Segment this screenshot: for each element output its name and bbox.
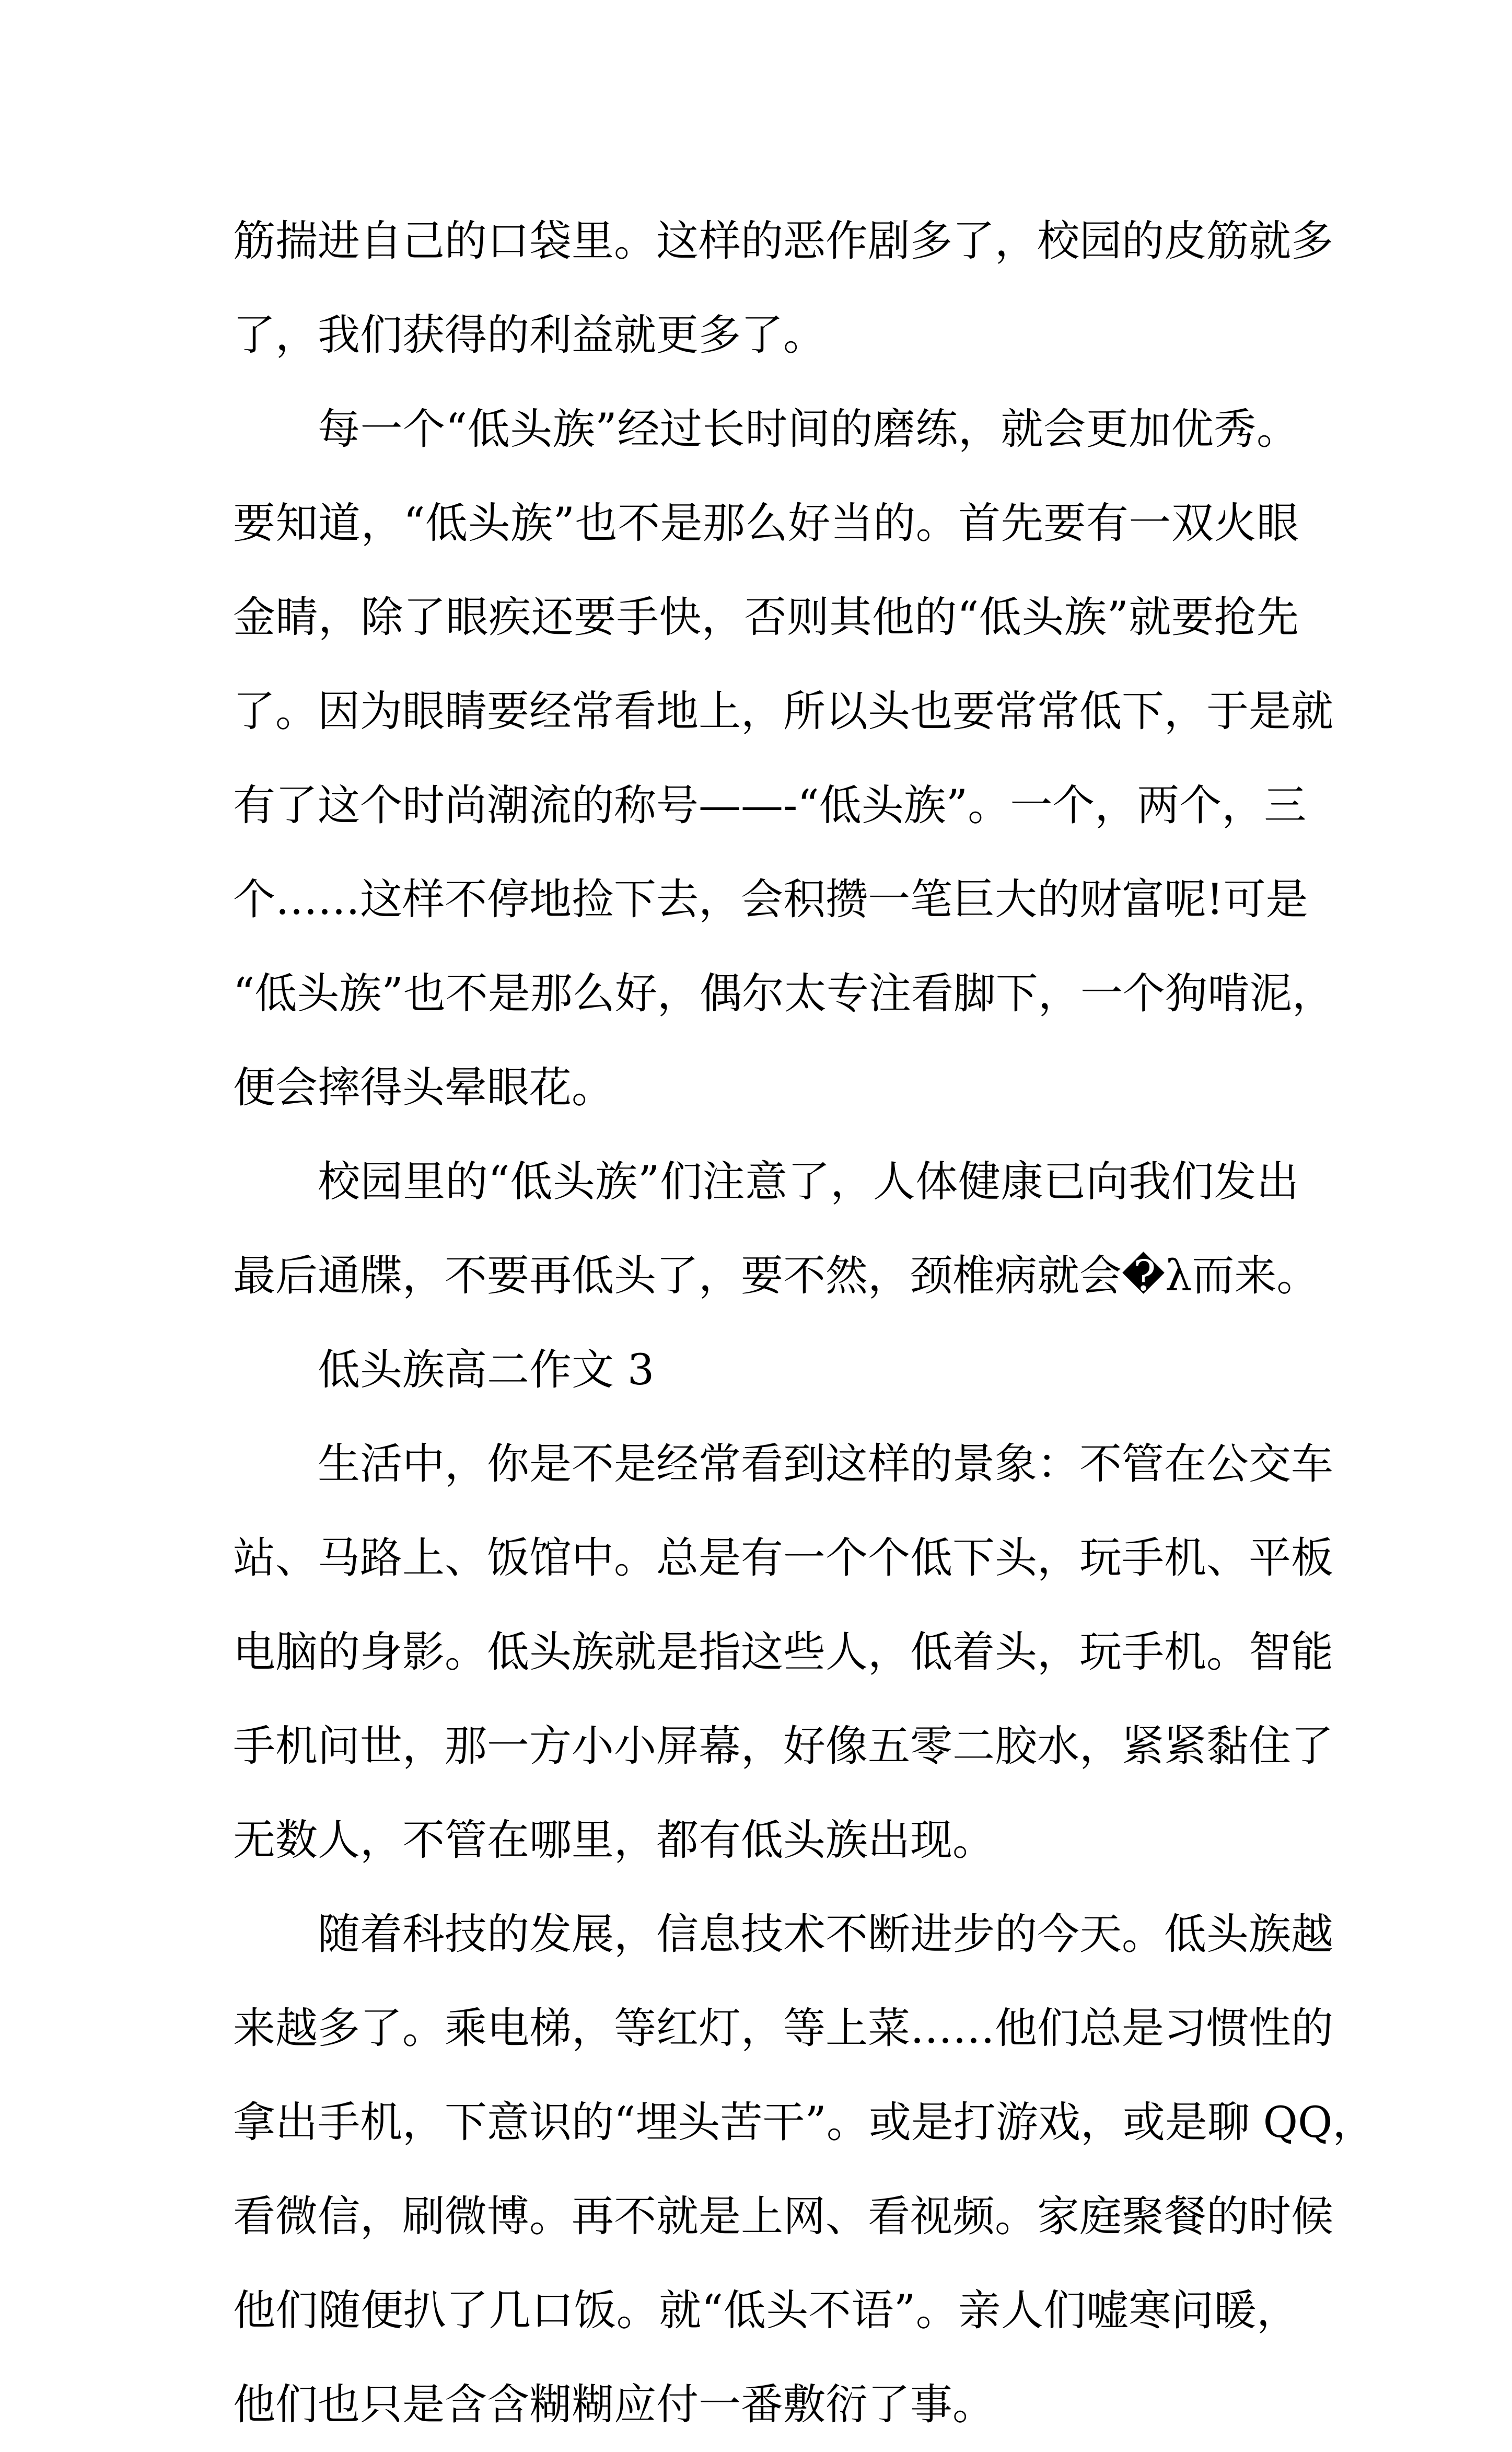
text-line: 了，我们获得的利益就更多了。 [233, 311, 826, 360]
text-line: 看微信，刷微博。再不就是上网、看视频。家庭聚餐的时候 [233, 2192, 1334, 2241]
essay-text [233, 194, 1375, 2452]
text-line: 来越多了。乘电梯，等红灯，等上菜……他们总是习惯性的 [233, 2004, 1334, 2053]
text-line: 电脑的身影。低头族就是指这些人，低着头，玩手机。智能 [233, 1628, 1334, 1677]
text-line: 校园里的“低头族”们注意了，人体健康已向我们发出 [318, 1158, 1299, 1207]
text-line: 筋揣进自己的口袋里。这样的恶作剧多了，校园的皮筋就多 [233, 217, 1334, 266]
text-line: 手机问世，那一方小小屏幕，好像五零二胶水，紧紧黏住了 [233, 1722, 1334, 1771]
text-line: 个……这样不停地捡下去，会积攒一笔巨大的财富呢!可是 [233, 875, 1308, 924]
text-line: 他们随便扒了几口饭。就“低头不语”。亲人们嘘寒问暖， [233, 2286, 1299, 2335]
text-line: 随着科技的发展，信息技术不断进步的今天。低头族越 [318, 1910, 1334, 1959]
text-line: 了。因为眼睛要经常看地上，所以头也要常常低下，于是就 [233, 687, 1334, 736]
text-line: 站、马路上、饭馆中。总是有一个个低下头，玩手机、平板 [233, 1534, 1334, 1583]
text-line: 他们也只是含含糊糊应付一番敷衍了事。 [233, 2380, 995, 2430]
text-line: 无数人，不管在哪里，都有低头族出现。 [233, 1816, 995, 1865]
text-line: 每一个“低头族”经过长时间的磨练，就会更加优秀。 [318, 405, 1299, 454]
section-heading: 低头族高二作文 3 [318, 1346, 655, 1395]
text-line: 要知道，“低头族”也不是那么好当的。首先要有一双火眼 [233, 499, 1299, 548]
text-line: 最后通牒，不要再低头了，要不然，颈椎病就会�λ而来。 [233, 1252, 1319, 1301]
text-line: 便会摔得头晕眼花。 [233, 1063, 614, 1113]
text-line: 有了这个时尚潮流的称号——-“低头族”。一个，两个，三 [233, 781, 1307, 830]
text-line: 金睛，除了眼疾还要手快，否则其他的“低头族”就要抢先 [233, 593, 1299, 642]
text-line: “低头族”也不是那么好，偶尔太专注看脚下，一个狗啃泥， [233, 969, 1334, 1019]
text-line: 生活中，你是不是经常看到这样的景象：不管在公交车 [318, 1440, 1334, 1489]
text-line: 拿出手机，下意识的“埋头苦干”。或是打游戏，或是聊 QQ， [233, 2098, 1375, 2147]
